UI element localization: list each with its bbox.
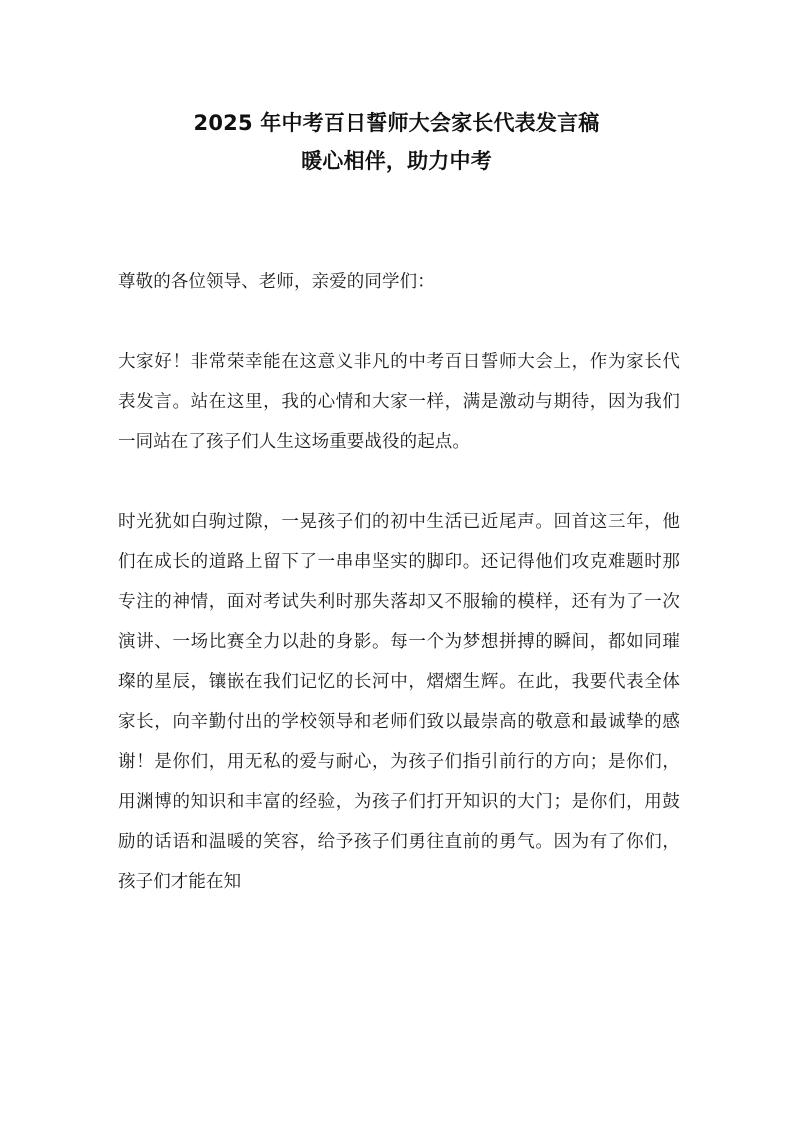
paragraph-retrospect: 时光犹如白驹过隙，一晃孩子们的初中生活已近尾声。回首这三年，他们在成长的道路上留下了一串串坚实的脚印。还记得他们攻克难题时那专注的神情，面对考试失利时那失落却又不服输的模样，还有为了一次演讲、一场比赛全力以赴的身影。每一个为梦想拼搏的瞬间，都如同璀璨的星辰，镶嵌在我们记忆的长河中，熠熠生辉。在此，我要代表全体家长，向辛勤付出的学校领导和老师们致以最崇高的敬意和最诚挚的感谢！是你们，用无私的爱与耐心，为孩子们指引前行的方向；是你们，用渊博的知识和丰富的经验，为孩子们打开知识的大门；是你们，用鼓励的话语和温暖的笑容，给予孩子们勇往直前的勇气。因为有了你们，孩子们才能在知 — [118, 512, 680, 892]
paragraph-salutation: 尊敬的各位领导、老师，亲爱的同学们： — [118, 272, 435, 292]
paragraph-greeting: 大家好！非常荣幸能在这意义非凡的中考百日誓师大会上，作为家长代表发言。站在这里，我的心情和大家一样，满是激动与期待，因为我们一同站在了孩子们人生这场重要战役的起点。 — [118, 352, 680, 452]
document-title-line-1: 2025 年中考百日誓师大会家长代表发言稿 — [193, 111, 600, 135]
document-body — [118, 262, 680, 902]
document-title — [0, 104, 793, 180]
document-title-line-2: 暖心相伴，助力中考 — [301, 149, 492, 173]
